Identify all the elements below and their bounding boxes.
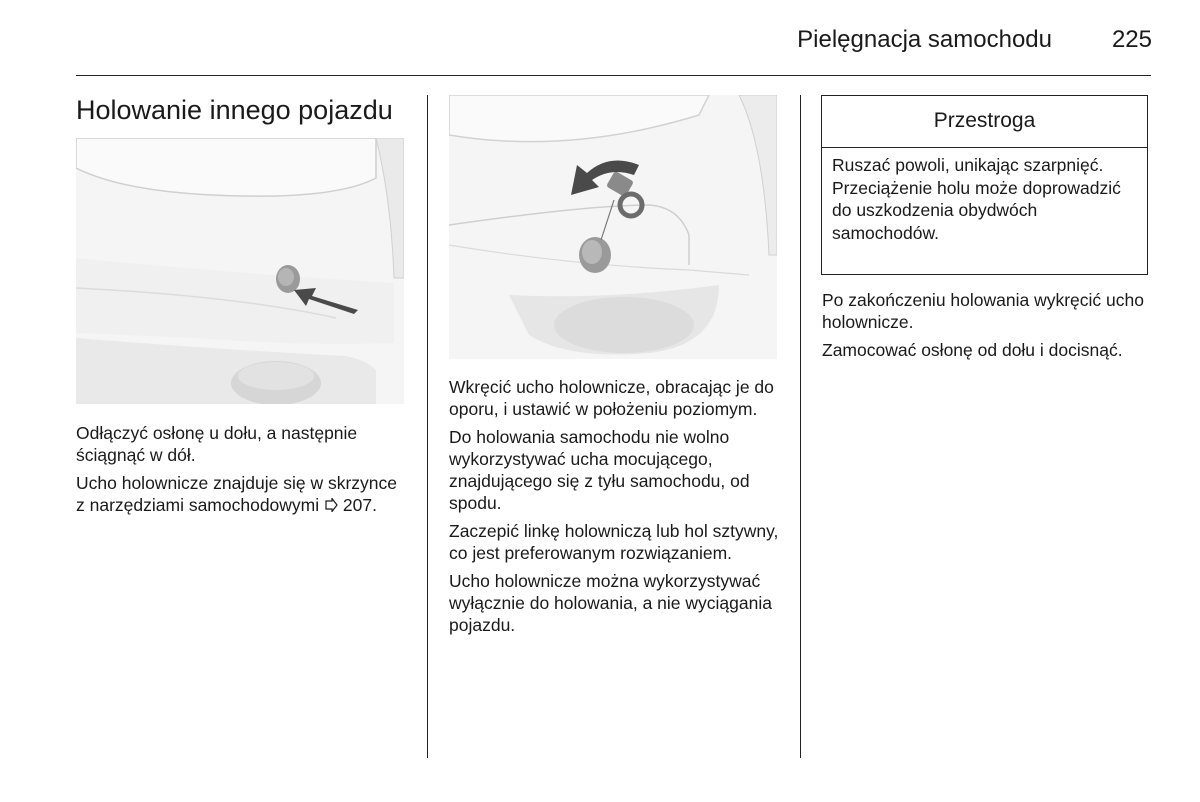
caution-text: Ruszać powoli, unikając szarpnięć. Przeciążenie holu może doprowadzić do uszkodzenia obydwóch samochodów. — [832, 155, 1121, 243]
paragraph: Zaczepić linkę holowniczą lub hol sztywny, co jest preferowanym rozwiązaniem. — [449, 521, 779, 563]
page-reference[interactable]: 207. — [342, 495, 377, 515]
paragraph: Zamocować osłonę od dołu i docisnąć. — [822, 340, 1123, 360]
tow-eye-installation-illustration — [449, 95, 777, 359]
header-divider — [76, 75, 1151, 76]
paragraph: Wkręcić ucho holownicze, obracając je do oporu, i ustawić w położeniu poziomym. — [449, 377, 774, 419]
paragraph: Po zakończeniu holowania wykręcić ucho holownicze. — [822, 290, 1144, 332]
column-2-text — [449, 376, 784, 642]
page-number: 225 — [1111, 26, 1152, 53]
running-header-title: Pielęgnacja samochodu — [797, 26, 1052, 53]
paragraph-text: Ucho holownicze znajduje się w skrzynce z narzędziami samochodowymi — [76, 473, 397, 515]
paragraph: Odłączyć osłonę u dołu, a następnie ściągnąć w dół. — [76, 423, 358, 465]
caution-heading: Przestroga — [822, 96, 1147, 148]
section-title: Holowanie innego pojazdu — [76, 95, 393, 125]
column-3-text — [822, 289, 1152, 367]
paragraph: Ucho holownicze można wykorzystywać wyłącznie do holowania, a nie wyciągania pojazdu. — [449, 571, 772, 635]
paragraph-with-reference — [76, 472, 406, 516]
column-divider-right — [800, 95, 801, 758]
bumper-cover-illustration — [76, 138, 404, 404]
column-1-text — [76, 422, 406, 522]
paragraph: Do holowania samochodu nie wolno wykorzystywać ucha mocującego, znajdującego się z tyłu samochodu, od spodu. — [449, 427, 750, 513]
arrow-reference-icon[interactable] — [324, 495, 338, 509]
column-divider-left — [427, 95, 428, 758]
caution-box — [821, 95, 1148, 275]
